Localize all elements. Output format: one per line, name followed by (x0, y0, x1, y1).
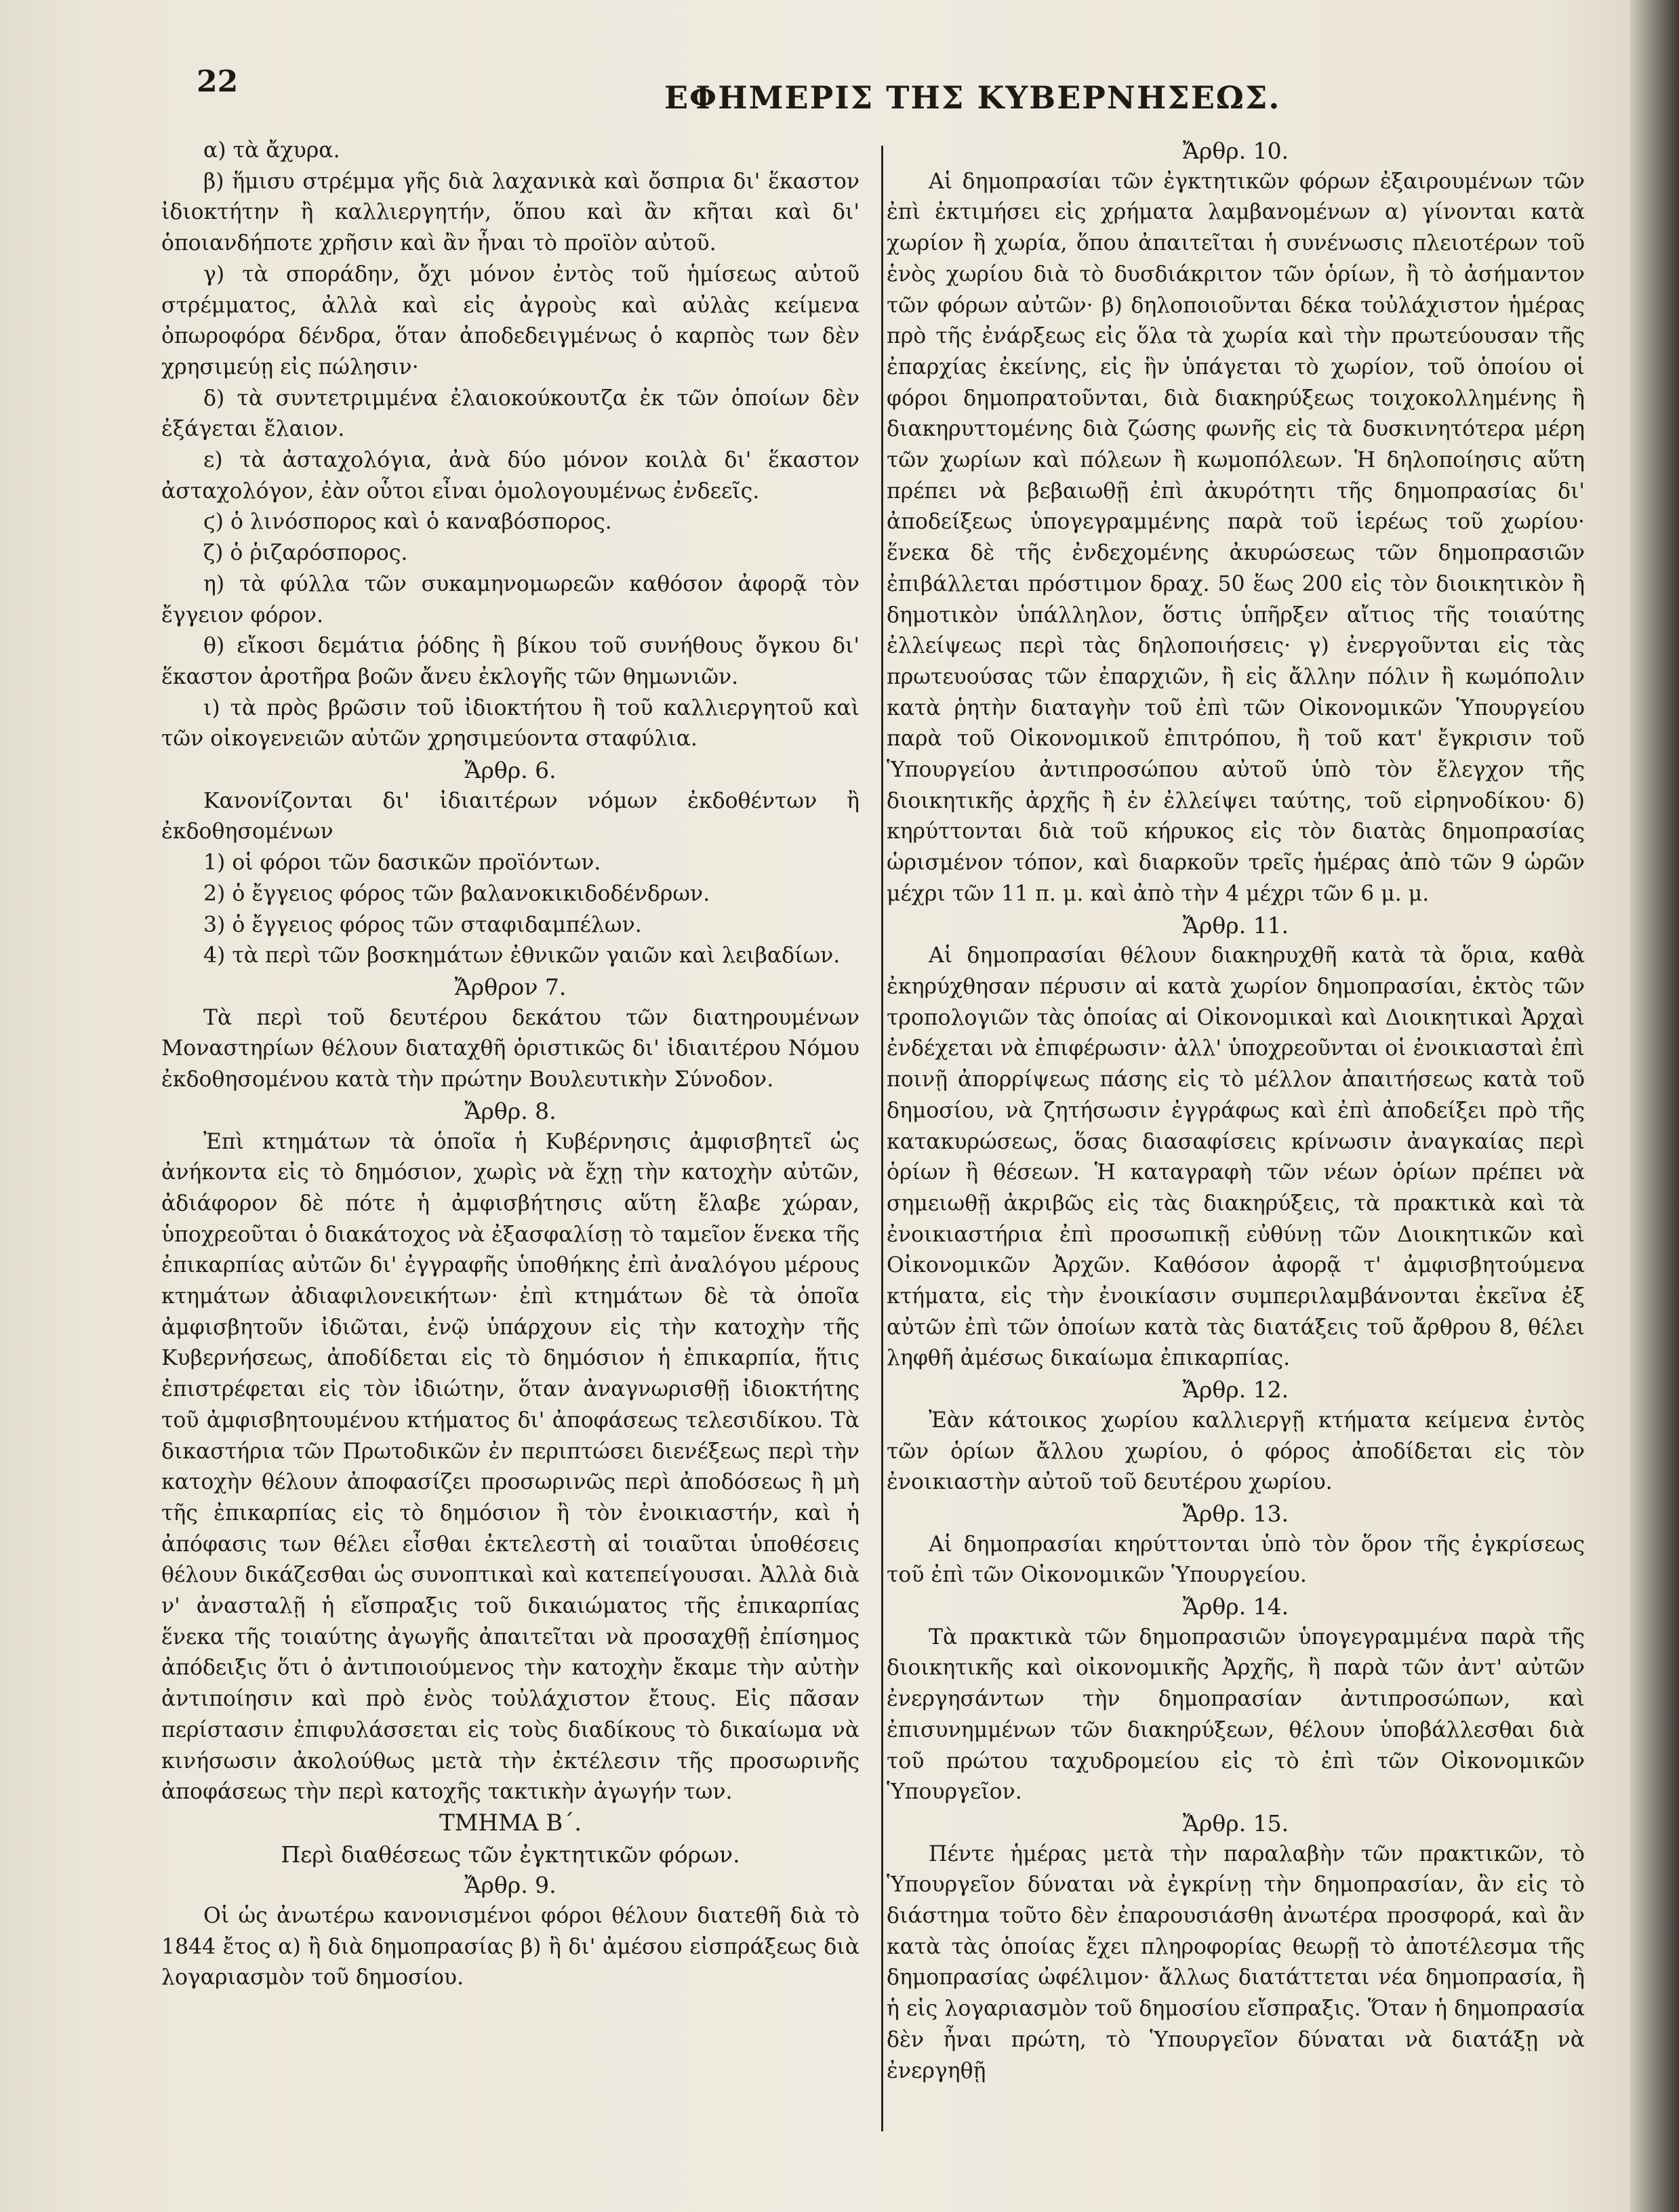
journal-title: ΕΦΗΜΕΡΙΣ ΤΗΣ ΚΥΒΕΡΝΗΣΕΩΣ. (664, 79, 1281, 116)
paragraph: Αἱ δημοπρασίαι τῶν ἐγκτητικῶν φόρων ἐξαιρουμένων τῶν ἐπὶ ἐκτιμήσει εἰς χρήματα λαμβανομένων α) γίνονται κατὰ χωρίον ἢ χωρία, ὅπου ἀπαιτεῖται ἡ συνένωσις πλειοτέρων τοῦ ἑνὸς χωρίου διὰ τὸ δυσδιάκριτον τῶν ὁρίων, ἢ τὸ ἀσήμαντον τῶν φόρων αὐτῶν· β) δηλοποιοῦνται δέκα τοὐλάχιστον ἡμέρας πρὸ τῆς ἐνάρξεως εἰς ὅλα τὰ χωρία καὶ τὴν πρωτεύουσαν τῆς ἐπαρχίας ἐκείνης, εἰς ἣν ὑπάγεται τὸ χωρίον, τοῦ ὁποίου οἱ φόροι δημοπρατοῦνται, διὰ διακηρύξεως τοιχοκολλημένης ἢ διακηρυττομένης διὰ ζώσης φωνῆς εἰς τὰ δυσκινητότερα μέρη τῶν χωρίων καὶ πόλεων ἢ κωμοπόλεων. Ἡ δηλοποίησις αὕτη πρέπει νὰ βεβαιωθῇ ἐπὶ ἀκυρότητι τῆς δημοπρασίας δι' ἀποδείξεως ὑπογεγραμμένης παρὰ τοῦ ἱερέως τοῦ χωρίου· ἕνεκα δὲ τῆς ἐνδεχομένης ἀκυρώσεως τῶν δημοπρασιῶν ἐπιβάλλεται πρόστιμον δραχ. 50 ἕως 200 εἰς τὸν διοικητικὸν ἢ δημοτικὸν ὑπάλληλον, ὅστις ὑπῆρξεν αἴτιος τῆς τοιαύτης ἐλλείψεως περὶ τὰς δηλοποιήσεις· γ) ἐνεργοῦνται εἰς τὰς πρωτευούσας τῶν ἐπαρχιῶν, ἢ εἰς ἄλλην πόλιν ἢ κωμόπολιν κατὰ ῥητὴν διαταγὴν τοῦ ἐπὶ τῶν Οἰκονομικῶν Ὑπουργείου παρὰ τοῦ Οἰκονομικοῦ ἐπιτρόπου, ἢ τοῦ κατ' ἔγκρισιν τοῦ Ὑπουργείου ἀντιπροσώπου αὐτοῦ ὑπὸ τὸν ἔλεγχον τῆς διοικητικῆς ἀρχῆς ἢ ἐν ἐλλείψει ταύτης, τοῦ εἰρηνοδίκου· δ) κηρύττονται διὰ τοῦ κήρυκος εἰς τὸν διατὰς δημοπρασίας ὡρισμένον τόπον, καὶ διαρκοῦν τρεῖς ἡμέρας ἀπὸ τῶν 9 ὡρῶν μέχρι τῶν 11 π. μ. καὶ ἀπὸ τὴν 4 μέχρι τῶν 6 μ. μ. (887, 169, 1585, 906)
paragraph: Κανονίζονται δι' ἰδιαιτέρων νόμων ἐκδοθέντων ἢ ἐκδοθησομένων (161, 788, 859, 844)
article-heading: Ἄρθρ. 8. (464, 1097, 557, 1124)
paragraph: Οἱ ὡς ἀνωτέρω κανονισμένοι φόροι θέλουν διατεθῆ διὰ τὸ 1844 ἔτος α) ἢ διὰ δημοπρασίας β) ἢ δι' ἀμέσου εἰσπράξεως διὰ λογαριασμὸν τοῦ δημοσίου. (161, 1904, 859, 1990)
article-heading: Ἄρθρον 7. (454, 973, 567, 1000)
article-heading: Ἄρθρ. 15. (1182, 1809, 1289, 1837)
article-heading: Ἄρθρ. 13. (1182, 1500, 1289, 1527)
paragraph: 1) οἱ φόροι τῶν δασικῶν προϊόντων. (203, 851, 601, 876)
page-header (197, 64, 1512, 125)
article-heading: Ἄρθρ. 14. (1182, 1593, 1289, 1620)
paragraph: 2) ὁ ἔγγειος φόρος τῶν βαλανοκικιδοδένδρων. (203, 881, 710, 906)
paragraph: ζ) ὁ ῥιζαρόσπορος. (203, 541, 408, 566)
article-heading: Ἄρθρ. 11. (1182, 912, 1289, 939)
paragraph: β) ἥμισυ στρέμμα γῆς διὰ λαχανικὰ καὶ ὄσπρια δι' ἕκαστον ἰδιοκτήτην ἢ καλλιεργητήν, ὅπου καὶ ἂν κῆται καὶ δι' ὁποιανδήποτε χρῆσιν καὶ ἂν ἦναι τὸ προϊὸν αὐτοῦ. (161, 169, 859, 256)
paragraph: 4) τὰ περὶ τῶν βοσκημάτων ἐθνικῶν γαιῶν καὶ λειβαδίων. (203, 943, 841, 968)
article-heading: Ἄρθρ. 10. (1182, 138, 1289, 164)
paragraph: ϛ) ὁ λινόσπορος καὶ ὁ καναβόσπορος. (203, 510, 612, 535)
left-column (161, 136, 859, 1994)
paragraph: Τὰ περὶ τοῦ δευτέρου δεκάτου τῶν διατηρουμένων Μοναστηρίων θέλουν διαταχθῆ ὁριστικῶς δι' ἰδιαιτέρου Νόμου ἐκδοθησομένου κατὰ τὴν πρώτην Βουλευτικὴν Σύνοδον. (161, 1005, 859, 1092)
paragraph: 3) ὁ ἔγγειος φόρος τῶν σταφιδαμπέλων. (203, 912, 642, 937)
paragraph: η) τὰ φύλλα τῶν συκαμηνομωρεῶν καθόσον ἀφορᾷ τὸν ἔγγειον φόρον. (161, 571, 859, 628)
paragraph: Ἐπὶ κτημάτων τὰ ὁποῖα ἡ Κυβέρνησις ἀμφισβητεῖ ὡς ἀνήκοντα εἰς τὸ δημόσιον, χωρὶς νὰ ἔχῃ τὴν κατοχὴν αὐτῶν, ἀδιάφορον δὲ πότε ἡ ἀμφισβήτησις αὕτη ἔλαβε χώραν, ὑποχρεοῦται ὁ διακάτοχος νὰ ἐξασφαλίσῃ τὸ ταμεῖον ἕνεκα τῆς ἐπικαρπίας αὐτῶν δι' ἐγγραφῆς ὑποθήκης ἐπὶ ἀναλόγου μέρους κτημάτων ἀδιαφιλονεικήτων· ἐπὶ κτημάτων δὲ τὰ ὁποῖα ἀμφισβητοῦν ἰδιῶται, ἐνῷ ὑπάρχουν εἰς τὴν κατοχὴν τῆς Κυβερνήσεως, ἀποδίδεται εἰς τὸ δημόσιον ἡ ἐπικαρπία, ἥτις ἐπιστρέφεται εἰς τὸν ἰδιώτην, ὅταν ἀναγνωρισθῇ ἰδιοκτήτης τοῦ ἀμφισβητουμένου κτήματος δι' ἀποφάσεως τελεσιδίκου. Τὰ δικαστήρια τῶν Πρωτοδικῶν ἐν περιπτώσει διενέξεως περὶ τὴν κατοχὴν θέλουν ἀποφασίζει προσωρινῶς περὶ ἀποδόσεως ἢ μὴ τῆς ἐπικαρπίας εἰς τὸ δημόσιον ἢ τὸν ἐνοικιαστήν, καὶ ἡ ἀπόφασις των θέλει εἶσθαι ἐκτελεστὴ αἱ τοιαῦται ὑποθέσεις θέλουν δικάζεσθαι ὡς συνοπτικαὶ καὶ κατεπείγουσαι. Ἀλλὰ διὰ ν' ἀνασταλῇ ἡ εἴσπραξις τοῦ δικαιώματος τῆς ἐπικαρπίας ἕνεκα τῆς τοιαύτης ἀγωγῆς ἀπαιτεῖται νὰ προσαχθῇ ἐπίσημος ἀπόδειξις ὅτι ὁ ἀντιποιούμενος τὴν κατοχὴν ἔκαμε τὴν αὐτὴν ἀντιποίησιν καὶ πρὸ ἑνὸς τοὐλάχιστον ἔτους. Εἰς πᾶσαν περίστασιν ἐπιφυλάσσεται εἰς τοὺς διαδίκους τὸ δικαίωμα νὰ κινήσωσιν ἀκολούθως μετὰ τὴν ἐκτέλεσιν τῆς προσωρινῆς ἀποφάσεως τὴν περὶ κατοχῆς τακτικὴν ἀγωγήν των. (161, 1129, 859, 1805)
article-heading: Περὶ διαθέσεως τῶν ἐγκτητικῶν φόρων. (281, 1841, 740, 1868)
article-heading: Ἄρθρ. 6. (464, 757, 557, 784)
paragraph: δ) τὰ συντετριμμένα ἐλαιοκούκουτζα ἐκ τῶν ὁποίων δὲν ἐξάγεται ἔλαιον. (161, 386, 859, 442)
article-heading: Ἄρθρ. 9. (464, 1872, 557, 1899)
paragraph: Τὰ πρακτικὰ τῶν δημοπρασιῶν ὑπογεγραμμένα παρὰ τῆς διοικητικῆς καὶ οἰκονομικῆς Ἀρχῆς, ἢ παρὰ τῶν ἀντ' αὐτῶν ἐνεργησάντων τὴν δημοπρασίαν ἀντιπροσώπων, καὶ ἐπισυνημμένων τῶν διακηρύξεων, θέλουν ὑποβάλλεσθαι διὰ τοῦ πρώτου ταχυδρομείου εἰς τὸ ἐπὶ τῶν Οἰκονομικῶν Ὑπουργεῖον. (887, 1624, 1585, 1805)
page-number: 22 (197, 64, 239, 99)
paragraph: γ) τὰ σποράδην, ὄχι μόνον ἐντὸς τοῦ ἡμίσεως αὐτοῦ στρέμματος, ἀλλὰ καὶ εἰς ἀγροὺς καὶ αὐλὰς κείμενα ὀπωροφόρα δένδρα, ὅταν ἀποδεδειγμένως ὁ καρπὸς των δὲν χρησιμεύῃ εἰς πώλησιν· (161, 262, 859, 380)
paragraph: ι) τὰ πρὸς βρῶσιν τοῦ ἰδιοκτήτου ἢ τοῦ καλλιεργητοῦ καὶ τῶν οἰκογενειῶν αὐτῶν χρησιμεύοντα σταφύλια. (161, 695, 859, 752)
article-heading: Ἄρθρ. 12. (1182, 1376, 1289, 1404)
paragraph: Αἱ δημοπρασίαι θέλουν διακηρυχθῆ κατὰ τὰ ὅρια, καθὰ ἐκηρύχθησαν πέρυσιν αἱ κατὰ χωρίον δημοπρασίαι, ἐκτὸς τῶν τροπολογιῶν τὰς ὁποίας αἱ Οἰκονομικαὶ καὶ Διοικητικαὶ Ἀρχαὶ ἐνδέχεται νὰ ἐπιφέρωσιν· ἀλλ' ὑποχρεοῦνται οἱ ἐνοικιασταὶ ἐπὶ ποινῇ ἀπορρίψεως πάσης εἰς τὸ μέλλον ἀπαιτήσεως κατὰ τοῦ δημοσίου, νὰ ζητήσωσιν ἐγγράφως καὶ ἐπὶ ἀποδείξει πρὸ τῆς κατακυρώσεως, ὅσας διασαφίσεις κρίνωσιν ἀναγκαίας περὶ ὁρίων ἢ θέσεων. Ἡ καταγραφὴ τῶν νέων ὁρίων πρέπει νὰ σημειωθῇ ἀκριβῶς εἰς τὰς διακηρύξεις, τὰ πρακτικὰ καὶ τὰ ἐνοικιαστήρια ἐπὶ προσωπικῇ εὐθύνῃ τῶν Διοικητικῶν καὶ Οἰκονομικῶν Ἀρχῶν. Καθόσον ἀφορᾷ τ' ἀμφισβητούμενα κτήματα, εἰς τὴν ἐνοικίασιν συμπεριλαμβάνονται ἐκεῖνα ἐξ αὐτῶν ἐπὶ τῶν ὁποίων κατὰ τὰς διατάξεις τοῦ ἄρθρου 8, θέλει ληφθῆ ἀμέσως δικαίωμα ἐπικαρπίας. (887, 943, 1585, 1371)
page-edge-shadow (1630, 0, 1679, 2212)
paragraph: Αἱ δημοπρασίαι κηρύττονται ὑπὸ τὸν ὅρον τῆς ἐγκρίσεως τοῦ ἐπὶ τῶν Οἰκονομικῶν Ὑπουργείου. (887, 1532, 1585, 1588)
paragraph: Ἐὰν κάτοικος χωρίου καλλιεργῇ κτήματα κείμενα ἐντὸς τῶν ὁρίων ἄλλου χωρίου, ὁ φόρος ἀποδίδεται εἰς τὸν ἐνοικιαστὴν αὐτοῦ τοῦ δευτέρου χωρίου. (887, 1408, 1585, 1495)
column-divider (881, 146, 883, 2131)
right-column (887, 136, 1585, 2087)
paragraph: ε) τὰ ἀσταχολόγια, ἀνὰ δύο μόνον κοιλὰ δι' ἕκαστον ἀσταχολόγον, ἐὰν οὗτοι εἶναι ὁμολογουμένως ἐνδεεῖς. (161, 448, 859, 504)
section-heading: ΤΜΗΜΑ Β΄. (439, 1809, 582, 1837)
paragraph: α) τὰ ἄχυρα. (203, 138, 340, 163)
paragraph: Πέντε ἡμέρας μετὰ τὴν παραλαβὴν τῶν πρακτικῶν, τὸ Ὑπουργεῖον δύναται νὰ ἐγκρίνῃ τὴν δημοπρασίαν, ἂν εἰς τὸ διάστημα τοῦτο δὲν ἐπαρουσιάσθη ἀνωτέρα προσφορά, καὶ ἂν κατὰ τὰς ὁποίας ἔχει πληροφορίας θεωρῇ τὸ ἀποτέλεσμα τῆς δημοπρασίας ὠφέλιμον· ἄλλως διατάττεται νέα δημοπρασία, ἢ ἡ εἰς λογαριασμὸν τοῦ δημοσίου εἴσπραξις. Ὅταν ἡ δημοπρασία δὲν ἦναι πρώτη, τὸ Ὑπουργεῖον δύναται νὰ διατάξῃ νὰ ἐνεργηθῇ (887, 1841, 1585, 2083)
paragraph: θ) εἴκοσι δεμάτια ῥόδης ἢ βίκου τοῦ συνήθους ὄγκου δι' ἕκαστον ἀροτῆρα βοῶν ἄνευ ἐκλογῆς τῶν θημωνιῶν. (161, 634, 859, 689)
